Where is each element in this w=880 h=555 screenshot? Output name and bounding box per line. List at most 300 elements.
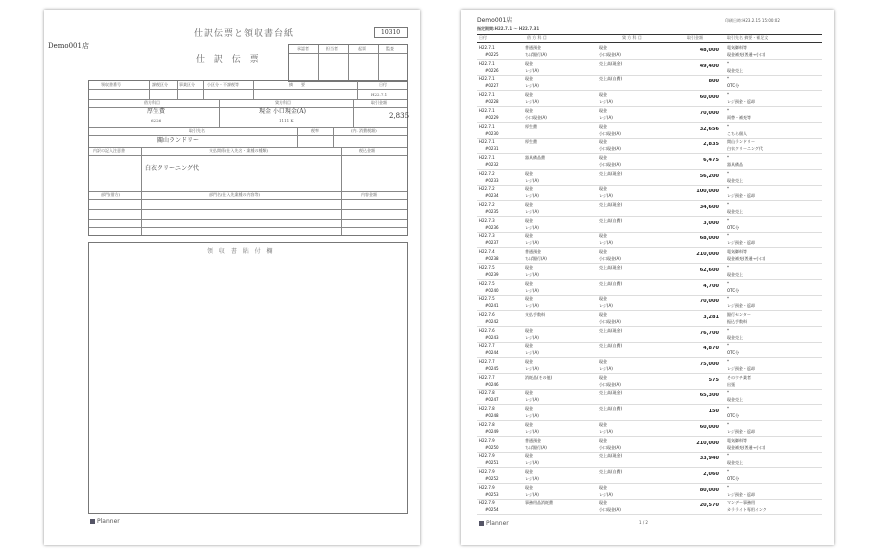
row-amount: 2,835 xyxy=(703,142,719,148)
row-date: H22.7.8 xyxy=(479,421,495,427)
row-credit-account: 売上高(現金) xyxy=(599,264,623,270)
row-memo: レジ預金・返却 xyxy=(727,366,755,371)
debit-label: 借方科目 xyxy=(144,100,160,105)
row-partner: * xyxy=(727,154,729,160)
row-debit-account: 厚生費 xyxy=(525,123,537,129)
journal-row xyxy=(477,154,822,170)
row-partner: * xyxy=(727,217,729,223)
row-credit-sub: 小口現金(A) xyxy=(599,161,621,167)
row-date: H22.7.2 xyxy=(479,170,495,176)
row-memo: 出張 xyxy=(727,381,735,387)
row-debit-sub: レジ(A) xyxy=(525,334,539,340)
row-credit-account: 現金 xyxy=(599,92,607,98)
row-memo: 両替・補充等 xyxy=(727,114,751,120)
receipt-paste-area xyxy=(88,242,408,514)
journal-row xyxy=(477,358,822,374)
row-date: H22.7.2 xyxy=(479,202,495,207)
stamp-header-staff: 担当者 xyxy=(326,46,338,51)
row-credit-account: 売上高(自費) xyxy=(599,217,623,223)
row-debit-account: 現金 xyxy=(525,60,533,66)
detail-header: 支払関係(仕入先名・業種の種類) xyxy=(209,148,269,153)
row-amount: 100,000 xyxy=(696,189,719,195)
planner-logo-icon xyxy=(479,521,484,526)
row-date: H22.7.9 xyxy=(479,500,495,506)
row-memo: 現金売上 xyxy=(727,209,743,214)
list-company: Demo001店 xyxy=(477,17,513,24)
row-debit-sub: レジ(A) xyxy=(525,271,539,277)
row-credit-sub: 小口現金(A) xyxy=(599,381,621,387)
dept-header: 部門名(仕入先業種の内容等) xyxy=(209,192,261,197)
row-date: H22.7.1 xyxy=(479,45,495,50)
row-slip-no: #0239 xyxy=(485,271,499,277)
row-credit-account: 現金 xyxy=(599,484,607,490)
row-credit-sub: 小口現金(A) xyxy=(599,130,621,136)
row-date: H22.7.9 xyxy=(479,453,495,459)
row-amount: 70,000 xyxy=(699,299,719,305)
row-date: H22.7.3 xyxy=(479,233,495,239)
journal-row xyxy=(477,484,822,500)
row-debit-account: 現金 xyxy=(525,453,533,459)
row-credit-sub: レジ(A) xyxy=(599,428,613,434)
row-partner: * xyxy=(727,406,729,412)
journal-row xyxy=(477,311,822,327)
row-memo: 現金売上 xyxy=(727,177,743,183)
row-debit-account: 現金 xyxy=(525,107,533,113)
row-partner: * xyxy=(727,186,729,192)
row-debit-account: 事務用品消耗費 xyxy=(525,500,553,506)
header-business-class: 事業区分 xyxy=(179,82,195,87)
row-slip-no: #0238 xyxy=(485,256,499,262)
row-debit-account: 現金 xyxy=(525,390,533,396)
row-partner: * xyxy=(727,202,729,207)
row-debit-account: 現金 xyxy=(525,217,533,223)
col-debit: 借 方 科 目 xyxy=(527,35,547,40)
row-partner: 関山ランドリー xyxy=(727,139,755,145)
row-credit-sub: 小口現金(A) xyxy=(599,318,621,324)
row-slip-no: #0254 xyxy=(485,507,499,513)
stamp-header-audit: 監査 xyxy=(386,46,394,51)
row-amount: 62,600 xyxy=(699,267,719,273)
row-memo: レジ預金・返却 xyxy=(727,491,755,497)
row-debit-account: 現金 xyxy=(525,92,533,98)
col-credit: 貸 方 科 目 xyxy=(622,35,642,40)
row-amount: 48,000 xyxy=(699,48,719,53)
row-date: H22.7.7 xyxy=(479,374,495,380)
row-date: H22.7.4 xyxy=(479,249,495,255)
row-debit-account: 現金 xyxy=(525,202,533,207)
row-slip-no: #0225 xyxy=(485,52,499,57)
row-memo: OTC分 xyxy=(727,224,740,230)
credit-account: 現金 小口現金(A) xyxy=(259,108,306,115)
list-header xyxy=(477,34,822,43)
row-partner: 電気御料等 xyxy=(727,45,747,50)
row-debit-sub: レジ(A) xyxy=(525,413,539,419)
row-memo: レジ預金・返却 xyxy=(727,99,755,105)
journal-row xyxy=(477,421,822,437)
amount-value: 2,835 xyxy=(389,112,410,120)
planner-logo xyxy=(90,518,120,525)
row-debit-sub: レジ(A) xyxy=(525,350,539,356)
row-credit-account: 現金 xyxy=(599,186,607,192)
row-credit-sub: レジ(A) xyxy=(599,491,613,497)
row-slip-no: #0236 xyxy=(485,224,499,230)
row-slip-no: #0232 xyxy=(485,161,499,167)
planner-logo-text: Planner xyxy=(97,518,120,525)
row-credit-account: 現金 xyxy=(599,359,607,364)
row-debit-account: 現金 xyxy=(525,421,533,427)
row-slip-no: #0227 xyxy=(485,83,499,89)
journal-row xyxy=(477,232,822,248)
row-credit-sub: レジ(A) xyxy=(599,114,613,120)
row-amount: 3,000 xyxy=(703,220,719,226)
row-date: H22.7.1 xyxy=(479,123,495,129)
journal-row xyxy=(477,185,822,201)
row-memo: OTC分 xyxy=(727,413,740,419)
row-amount: 6,475 xyxy=(703,157,719,163)
row-credit-sub: 小口現金(A) xyxy=(599,52,621,57)
row-debit-account: 現金 xyxy=(525,406,533,412)
row-partner: 電気御料等 xyxy=(727,437,747,443)
row-amount: 575 xyxy=(708,377,719,383)
row-credit-sub: レジ(A) xyxy=(599,303,613,309)
row-debit-sub: レジ(A) xyxy=(525,224,539,230)
row-debit-sub: レジ(A) xyxy=(525,491,539,497)
credit-code: 1111 K xyxy=(279,118,294,123)
planner-logo-text: Planner xyxy=(486,520,509,527)
row-memo: レジ預金・返却 xyxy=(727,240,755,246)
row-amount: 56,200 xyxy=(699,173,719,179)
amount-label: 取引金額 xyxy=(371,100,387,105)
journal-row xyxy=(477,75,822,91)
period: 指定期間:H22.7.1 ～ H22.7.31 xyxy=(477,26,540,31)
row-credit-account: 現金 xyxy=(599,374,607,380)
row-amount: 60,000 xyxy=(699,424,719,430)
row-debit-sub: レジ(A) xyxy=(525,99,539,105)
row-date: H22.7.5 xyxy=(479,280,495,286)
journal-row xyxy=(477,217,822,233)
row-date: H22.7.7 xyxy=(479,343,495,349)
row-date: H22.7.8 xyxy=(479,390,495,396)
journal-row xyxy=(477,405,822,421)
row-date: H22.7.1 xyxy=(479,154,495,160)
row-amount: 33,940 xyxy=(699,456,719,462)
row-debit-sub: レジ(A) xyxy=(525,177,539,183)
row-credit-account: 現金 xyxy=(599,421,607,427)
row-credit-account: 現金 xyxy=(599,107,607,113)
row-debit-sub: レジ(A) xyxy=(525,460,539,466)
row-partner: * xyxy=(727,76,729,82)
row-slip-no: #0230 xyxy=(485,130,499,136)
row-memo: 現金補充(普通→小口) xyxy=(727,256,766,262)
row-amount: 210,000 xyxy=(696,252,719,258)
detail-text: 白衣クリーニング代 xyxy=(145,165,199,172)
row-credit-sub: 小口現金(A) xyxy=(599,507,621,513)
row-credit-sub: レジ(A) xyxy=(599,99,613,105)
doc-number-box xyxy=(374,27,408,38)
journal-row xyxy=(477,123,822,139)
row-debit-account: 現金 xyxy=(525,468,533,474)
journal-row xyxy=(477,295,822,311)
row-credit-account: 現金 xyxy=(599,296,607,302)
row-credit-account: 現金 xyxy=(599,45,607,50)
row-debit-sub: ちば銀行(A) xyxy=(525,52,547,57)
row-amount: 2,060 xyxy=(703,471,719,477)
stamp-header-approver: 承認者 xyxy=(297,46,309,51)
row-memo: レジ預金・返却 xyxy=(727,428,755,434)
row-debit-account: 普通預金 xyxy=(525,437,541,443)
row-amount: 210,000 xyxy=(696,440,719,446)
row-debit-account: 普通預金 xyxy=(525,45,541,50)
row-debit-account: 支払手数料 xyxy=(525,311,545,317)
row-date: H22.7.1 xyxy=(479,76,495,82)
slip-form xyxy=(88,80,408,236)
row-credit-sub: 小口現金(A) xyxy=(599,146,621,152)
row-amount: 800 xyxy=(708,79,719,85)
row-amount: 34,600 xyxy=(699,205,719,210)
row-debit-sub: レジ(A) xyxy=(525,240,539,246)
col-memo: 取引先名 摘要・補足文 xyxy=(727,35,769,40)
row-amount: 4,700 xyxy=(703,283,719,289)
journal-row xyxy=(477,248,822,264)
row-debit-sub: レジ(A) xyxy=(525,193,539,199)
row-credit-account: 売上高(自費) xyxy=(599,406,623,412)
row-debit-sub: ちば銀行(A) xyxy=(525,444,547,450)
row-slip-no: #0250 xyxy=(485,444,499,450)
row-credit-account: 売上高(現金) xyxy=(599,60,623,66)
row-slip-no: #0241 xyxy=(485,303,499,309)
row-partner: * xyxy=(727,343,729,349)
doc-number: 10310 xyxy=(381,29,401,36)
row-amount: 20,570 xyxy=(699,503,719,509)
row-partner: マンデー事務用 xyxy=(727,500,755,506)
row-date: H22.7.6 xyxy=(479,311,495,317)
row-credit-account: 現金 xyxy=(599,123,607,129)
row-debit-sub: レジ(A) xyxy=(525,303,539,309)
row-debit-account: 現金 xyxy=(525,280,533,286)
row-debit-sub: レジ(A) xyxy=(525,366,539,371)
row-partner: * xyxy=(727,421,729,427)
journal-row xyxy=(477,60,822,76)
journal-row xyxy=(477,437,822,453)
row-amount: 76,700 xyxy=(699,330,719,336)
row-amount: 3,281 xyxy=(703,314,719,320)
col-amount: 取引金額 xyxy=(687,35,703,40)
partner-name: 關山ランドリー xyxy=(157,137,200,144)
row-debit-sub: レジ(A) xyxy=(525,209,539,214)
row-debit-account: 消耗品(その他) xyxy=(525,374,553,380)
row-partner: * xyxy=(727,327,729,333)
journal-row xyxy=(477,138,822,154)
row-partner: * xyxy=(727,390,729,396)
journal-slip-page xyxy=(44,10,420,545)
row-credit-account: 現金 xyxy=(599,139,607,145)
header-date: 日付 xyxy=(379,82,387,87)
row-slip-no: #0233 xyxy=(485,177,499,183)
row-date: H22.7.9 xyxy=(479,437,495,443)
detail-amount-label: 税込金額 xyxy=(359,148,375,153)
slip-date: H22.7.1 xyxy=(371,92,388,97)
row-date: H22.7.1 xyxy=(479,60,495,66)
journal-row xyxy=(477,499,822,515)
stamp-header-issuer: 起票 xyxy=(358,46,366,51)
row-credit-account: 現金 xyxy=(599,500,607,506)
row-credit-sub: レジ(A) xyxy=(599,240,613,246)
row-slip-no: #0249 xyxy=(485,428,499,434)
journal-row xyxy=(477,452,822,468)
row-slip-no: #0244 xyxy=(485,350,499,356)
row-partner: * xyxy=(727,123,729,129)
row-partner: * xyxy=(727,453,729,459)
journal-row xyxy=(477,342,822,358)
row-amount: 68,000 xyxy=(699,236,719,242)
journal-row xyxy=(477,91,822,107)
row-memo: こちら個人 xyxy=(727,130,747,136)
row-debit-account: 厚生費 xyxy=(525,139,537,145)
page-number: 1 / 2 xyxy=(639,520,648,525)
debit-code: 6226 xyxy=(151,118,162,123)
row-partner: * xyxy=(727,280,729,286)
row-credit-account: 売上高(現金) xyxy=(599,202,623,207)
row-credit-account: 現金 xyxy=(599,437,607,443)
row-debit-account: 器具備品費 xyxy=(525,154,545,160)
row-memo: 現金売上 xyxy=(727,460,743,466)
row-debit-account: 現金 xyxy=(525,484,533,490)
row-partner: * xyxy=(727,359,729,364)
row-debit-account: 現金 xyxy=(525,186,533,192)
row-slip-no: #0247 xyxy=(485,397,499,403)
row-date: H22.7.8 xyxy=(479,406,495,412)
journal-row xyxy=(477,374,822,390)
journal-row xyxy=(477,280,822,296)
row-slip-no: #0231 xyxy=(485,146,499,152)
row-slip-no: #0246 xyxy=(485,381,499,387)
row-credit-account: 売上高(自費) xyxy=(599,343,623,349)
row-slip-no: #0235 xyxy=(485,209,499,214)
row-credit-account: 現金 xyxy=(599,311,607,317)
row-memo: 現金補充(普通→小口) xyxy=(727,444,766,450)
row-slip-no: #0240 xyxy=(485,287,499,293)
row-date: H22.7.2 xyxy=(479,186,495,192)
slip-title: 仕 訳 伝 票 xyxy=(196,55,262,65)
detail-label: 内訳の記入注意書 xyxy=(93,148,125,153)
row-debit-account: 普通預金 xyxy=(525,249,541,255)
row-date: H22.7.1 xyxy=(479,107,495,113)
row-memo: 器具備品 xyxy=(727,161,743,167)
col-date: 日付 xyxy=(479,35,487,40)
slip-sheet-title: 仕訳伝票と領収書台紙 xyxy=(194,29,295,39)
row-partner: * xyxy=(727,296,729,302)
credit-label: 貸方科目 xyxy=(275,100,291,105)
header-receipt-no: 領収書番号 xyxy=(101,82,121,87)
row-debit-account: 現金 xyxy=(525,343,533,349)
row-debit-account: 現金 xyxy=(525,296,533,302)
header-tax-class: 課税区分 xyxy=(152,82,168,87)
row-partner: * xyxy=(727,468,729,474)
row-credit-account: 現金 xyxy=(599,249,607,255)
row-amount: 4,870 xyxy=(703,346,719,352)
row-slip-no: #0228 xyxy=(485,99,499,105)
row-credit-sub: レジ(A) xyxy=(599,366,613,371)
row-memo: OTC分 xyxy=(727,475,740,481)
row-memo: 現金売上 xyxy=(727,271,743,277)
row-slip-no: #0252 xyxy=(485,475,499,481)
planner-logo-icon xyxy=(90,519,95,524)
header-sub-class: 小区分・不課税等 xyxy=(207,82,239,87)
row-debit-sub: レジ(A) xyxy=(525,397,539,403)
row-debit-account: 現金 xyxy=(525,170,533,176)
row-memo: OTC分 xyxy=(727,350,740,356)
row-debit-sub: 小口現金(A) xyxy=(525,114,547,120)
row-date: H22.7.5 xyxy=(479,296,495,302)
printed-at: 印刷日時:H23.2.15 15:00:02 xyxy=(725,18,780,23)
row-memo: 振込手数料 xyxy=(727,318,747,324)
row-date: H22.7.1 xyxy=(479,139,495,145)
planner-logo-right xyxy=(479,520,509,527)
row-amount: 49,400 xyxy=(699,63,719,69)
row-partner: * xyxy=(727,264,729,270)
row-credit-account: 現金 xyxy=(599,233,607,239)
row-credit-sub: 小口現金(A) xyxy=(599,444,621,450)
row-credit-account: 売上高(自費) xyxy=(599,468,623,474)
row-amount: 60,000 xyxy=(699,95,719,101)
journal-row xyxy=(477,201,822,217)
row-credit-account: 売上高(現金) xyxy=(599,453,623,459)
row-date: H22.7.1 xyxy=(479,92,495,98)
journal-row xyxy=(477,468,822,484)
row-debit-sub: レジ(A) xyxy=(525,83,539,89)
row-date: H22.7.6 xyxy=(479,327,495,333)
dept-label: 部門(借方) xyxy=(101,192,121,197)
row-amount: 65,300 xyxy=(699,393,719,399)
row-date: H22.7.3 xyxy=(479,217,495,223)
debit-account: 厚生費 xyxy=(147,108,166,115)
row-date: H22.7.5 xyxy=(479,264,495,270)
row-amount: 75,000 xyxy=(699,362,719,367)
row-credit-account: 売上高(現金) xyxy=(599,327,623,333)
row-credit-account: 現金 xyxy=(599,154,607,160)
row-slip-no: #0251 xyxy=(485,460,499,466)
journal-row xyxy=(477,264,822,280)
row-memo: カラライト専用インク xyxy=(727,507,767,513)
row-slip-no: #0237 xyxy=(485,240,499,246)
row-memo: 現金売上 xyxy=(727,397,743,403)
row-debit-sub: レジ(A) xyxy=(525,287,539,293)
row-debit-account: 現金 xyxy=(525,264,533,270)
row-date: H22.7.9 xyxy=(479,484,495,490)
company-name: Demo001店 xyxy=(48,42,89,50)
row-partner: * xyxy=(727,233,729,239)
row-debit-sub: レジ(A) xyxy=(525,475,539,481)
receipt-area-label: 領 収 書 貼 付 欄 xyxy=(207,248,275,255)
row-memo: OTC分 xyxy=(727,287,740,293)
row-debit-sub: ちば銀行(A) xyxy=(525,256,547,262)
row-partner: そのウチ業者 xyxy=(727,374,751,380)
stamp-area xyxy=(288,44,408,82)
row-slip-no: #0242 xyxy=(485,318,499,324)
journal-row xyxy=(477,44,822,60)
row-memo: 現金売上 xyxy=(727,67,743,73)
row-partner: * xyxy=(727,92,729,98)
row-credit-sub: レジ(A) xyxy=(599,193,613,199)
row-partner: * xyxy=(727,107,729,113)
row-partner: * xyxy=(727,60,729,66)
journal-row xyxy=(477,327,822,343)
row-date: H22.7.9 xyxy=(479,468,495,474)
row-date: H22.7.7 xyxy=(479,359,495,364)
row-credit-account: 売上高(自費) xyxy=(599,76,623,82)
journal-row xyxy=(477,107,822,123)
dept-amount-label: 内容金額 xyxy=(361,192,377,197)
